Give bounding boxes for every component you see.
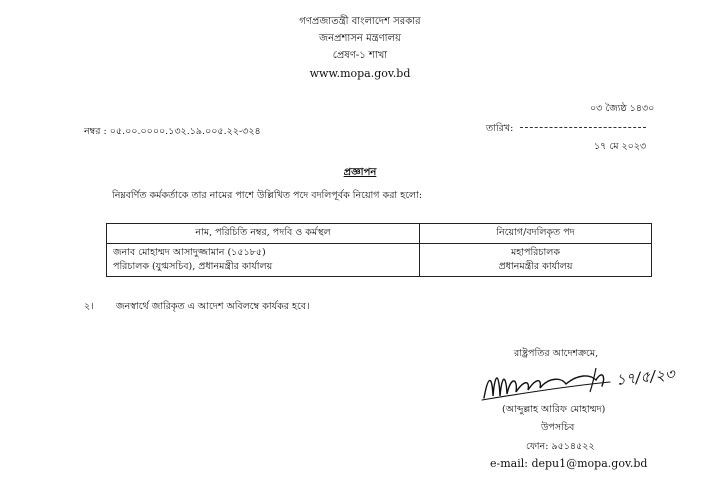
clause-number: ২।	[84, 301, 94, 312]
table-row	[107, 244, 652, 277]
date-label-text: তারিখ:	[486, 123, 514, 134]
clause-text: জনস্বার্থে জারিকৃত এ আদেশ অবিলম্বে কার্যকর হবে।	[116, 301, 310, 312]
date-gregorian: ১৭ মে ২০২৩	[594, 141, 647, 152]
date-dotted-line	[520, 127, 646, 128]
notice-title: প্রজ্ঞাপন	[343, 167, 377, 178]
new-post-title: মহাপরিচালক	[510, 247, 561, 258]
signatory-designation: উপসচিব	[541, 422, 575, 433]
table-header-post: নিয়োগ/বদলিকৃত পদ	[420, 224, 652, 244]
table-header-row	[107, 224, 652, 244]
date-label	[486, 122, 646, 137]
signature-date: ১৭/৫/২৩	[615, 364, 676, 390]
intro-text: নিম্নবর্ণিত কর্মকর্তাকে তার নামের পাশে উল্লিখিত পদে বদলিপূর্বক নিয়োগ করা হলো:	[112, 190, 423, 201]
signatory-phone: ফোন: ৯৫১৪৫২২	[526, 441, 595, 452]
transfer-table	[106, 223, 652, 277]
memo-number: নম্বর : ০৫.০০.০০০০.১৩২.১৯.০০৫.২২-৩২৪	[84, 126, 261, 137]
new-post-office: প্রধানমন্ত্রীর কার্যালয়	[498, 261, 573, 272]
ministry-name: জনপ্রশাসন মন্ত্রণালয়	[319, 33, 401, 44]
officer-cell	[107, 244, 420, 277]
signatory-name: (আব্দুল্লাহ আরিফ মোহাম্মদ)	[502, 404, 606, 415]
date-bangla: ০৩ জ্যৈষ্ঠ ১৪৩০	[590, 103, 655, 114]
officer-name: জনাব মোহাম্মদ আসাদুজ্জামান (১৫১৮৫)	[113, 247, 266, 258]
new-post-cell	[420, 244, 652, 277]
website-link[interactable]: www.mopa.gov.bd	[309, 67, 411, 80]
officer-current-post: পরিচালক (যুগ্মসচিব), প্রধানমন্ত্রীর কার্যালয়	[113, 261, 273, 272]
govt-name: গণপ্রজাতন্ত্রী বাংলাদেশ সরকার	[299, 16, 421, 27]
signatory-email[interactable]: e-mail: depu1@mopa.gov.bd	[490, 457, 648, 470]
section-name: প্রেষণ-১ শাখা	[332, 50, 388, 61]
order-line: রাষ্ট্রপতির আদেশক্রমে,	[514, 348, 599, 359]
table-header-name: নাম, পরিচিতি নম্বর, পদবি ও কর্মস্থল	[107, 224, 420, 244]
